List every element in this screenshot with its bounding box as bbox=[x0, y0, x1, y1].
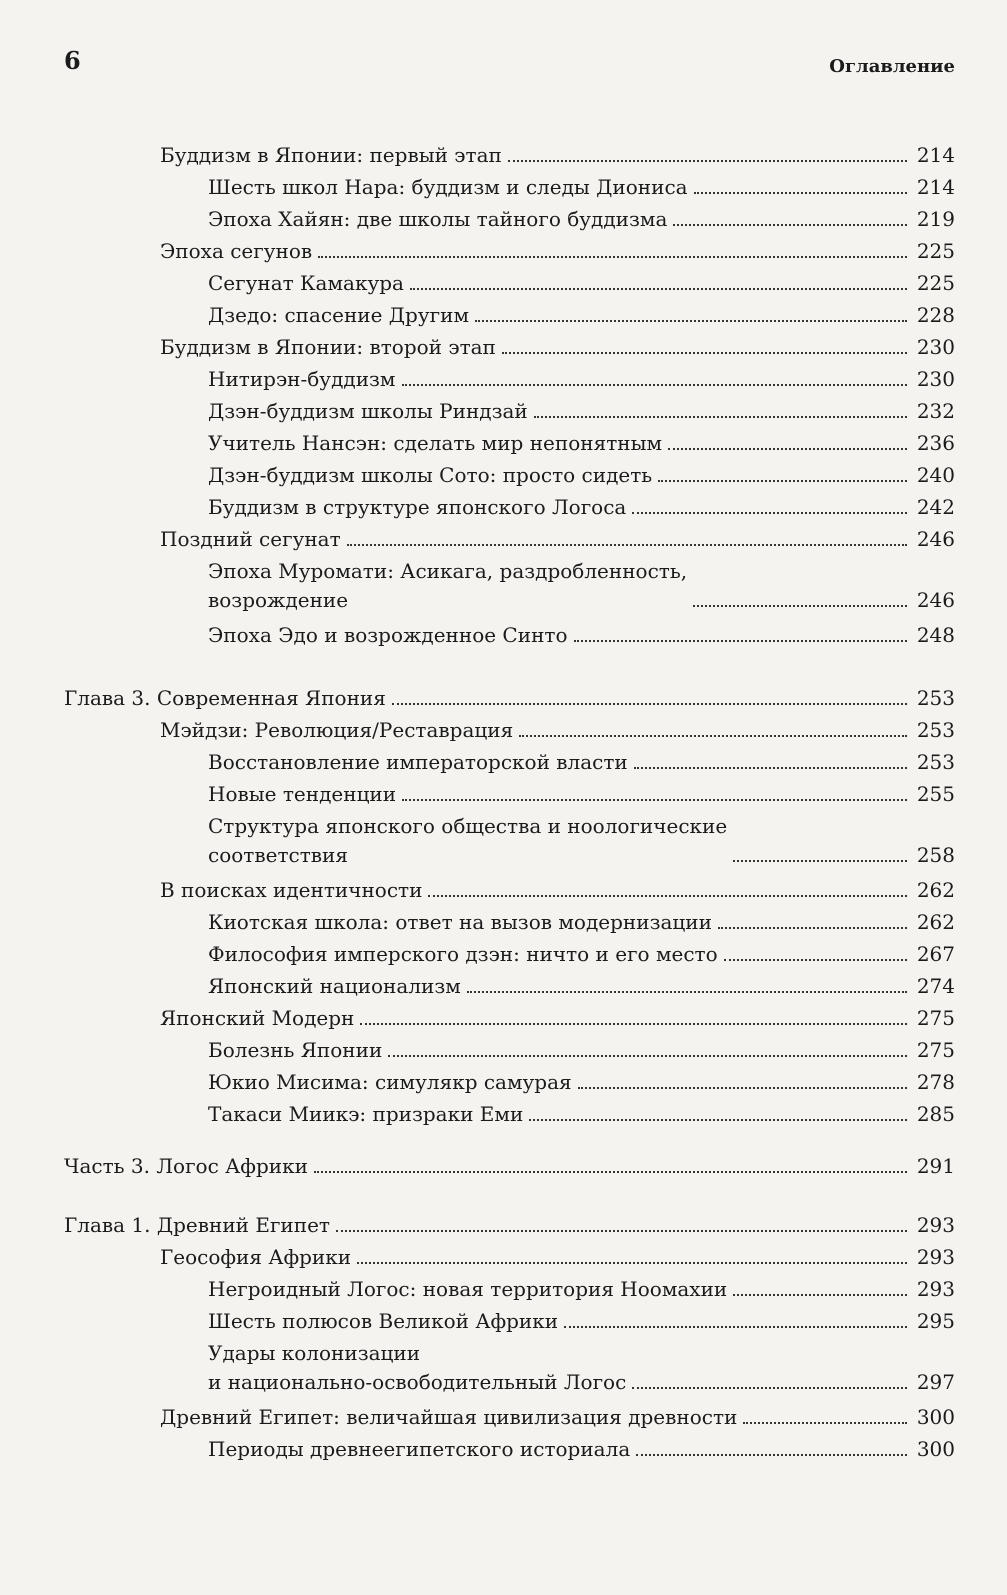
toc-entry-page: 225 bbox=[916, 271, 955, 295]
toc-entry-title-line: Японский Модерн bbox=[160, 1006, 355, 1030]
toc-entry-title-line: Дзедо: спасение Другим bbox=[208, 303, 469, 327]
toc-entry bbox=[0, 1341, 1007, 1409]
toc-entry bbox=[0, 143, 1007, 177]
toc-entry-page: 275 bbox=[916, 1006, 955, 1030]
toc-entry-title bbox=[208, 1309, 558, 1333]
toc-entry-page: 242 bbox=[916, 495, 955, 519]
toc-entry-title bbox=[160, 1405, 737, 1429]
dot-leader bbox=[529, 1119, 907, 1121]
toc-entry-title bbox=[208, 1277, 727, 1301]
toc-entry-leader-row bbox=[382, 1038, 955, 1068]
toc-entry-leader-row bbox=[422, 878, 955, 908]
toc-entry-page: 295 bbox=[916, 1309, 955, 1333]
toc-entry-title bbox=[208, 1341, 626, 1394]
toc-entry bbox=[0, 303, 1007, 337]
toc-entry-leader-row bbox=[688, 175, 955, 205]
toc-entry-title-line: Такаси Миикэ: призраки Еми bbox=[208, 1102, 524, 1126]
toc-entry-title bbox=[160, 335, 496, 359]
toc-entry bbox=[0, 623, 1007, 657]
dot-leader bbox=[502, 352, 907, 354]
toc-entry-page: 293 bbox=[916, 1213, 955, 1237]
toc-entry-leader-row bbox=[630, 1437, 955, 1467]
toc-entry-title-line: Эпоха Муромати: Асикага, раздробленность, bbox=[208, 559, 688, 583]
toc-entry-page: 267 bbox=[916, 942, 955, 966]
toc-entry-title-line: Нитирэн-буддизм bbox=[208, 367, 396, 391]
dot-leader bbox=[519, 735, 907, 737]
toc-entry-title bbox=[208, 495, 626, 519]
toc-entry bbox=[0, 750, 1007, 784]
toc-entry-title bbox=[160, 143, 502, 167]
toc-entry-title-line: Буддизм в структуре японского Логоса bbox=[208, 495, 627, 519]
dot-leader bbox=[733, 860, 907, 862]
toc-entry-leader-row bbox=[354, 1006, 955, 1036]
toc-entry-title bbox=[208, 910, 712, 934]
dot-leader bbox=[632, 512, 907, 514]
toc-entry bbox=[0, 527, 1007, 561]
toc-entry-title bbox=[208, 303, 469, 327]
dot-leader bbox=[314, 1171, 907, 1173]
dot-leader bbox=[357, 1262, 907, 1264]
toc-entry-leader-row bbox=[626, 495, 955, 525]
toc-entry-title bbox=[64, 1213, 330, 1237]
toc-entry-title-line: Часть 3. Логос Африки bbox=[64, 1154, 308, 1178]
toc-entry-leader-row bbox=[737, 1405, 955, 1435]
dot-leader bbox=[634, 767, 907, 769]
toc-entry-title bbox=[208, 974, 461, 998]
toc-entry-title bbox=[208, 271, 404, 295]
toc-entry-title-line: Юкио Мисима: симулякр самурая bbox=[208, 1070, 572, 1094]
toc-entry-leader-row bbox=[386, 686, 955, 716]
toc-entry bbox=[0, 718, 1007, 752]
toc-entry-title bbox=[160, 878, 422, 902]
toc-entry-title-line: Древний Египет: величайшая цивилизация древности bbox=[160, 1405, 738, 1429]
toc-entry-page: 291 bbox=[916, 1154, 955, 1178]
dot-leader bbox=[743, 1422, 907, 1424]
toc-entry-leader-row bbox=[469, 303, 955, 333]
dot-leader bbox=[392, 703, 907, 705]
dot-leader bbox=[673, 224, 907, 226]
toc-entry-title-line: Структура японского общества и ноологические bbox=[208, 814, 728, 838]
toc-entry-leader-row bbox=[513, 718, 955, 748]
toc-entry-leader-row bbox=[712, 910, 955, 940]
toc-entry-page: 248 bbox=[916, 623, 955, 647]
toc-entry bbox=[0, 559, 1007, 627]
toc-entry-page: 300 bbox=[916, 1437, 955, 1461]
toc-entry bbox=[0, 431, 1007, 465]
toc-entry-leader-row bbox=[404, 271, 955, 301]
page-number: 6 bbox=[64, 46, 81, 75]
toc-entry-title-line: Негроидный Логос: новая территория Ноомахии bbox=[208, 1277, 728, 1301]
dot-leader bbox=[718, 927, 907, 929]
toc-entry-leader-row bbox=[652, 463, 955, 493]
toc-entry-page: 230 bbox=[916, 335, 955, 359]
toc-entry-title bbox=[64, 686, 386, 710]
toc-entry-title-line: Эпоха Эдо и возрожденное Синто bbox=[208, 623, 568, 647]
toc-entry bbox=[0, 1038, 1007, 1072]
dot-leader bbox=[534, 416, 907, 418]
dot-leader bbox=[632, 1387, 907, 1389]
running-header: Оглавление bbox=[829, 56, 955, 77]
toc-entry-leader-row bbox=[727, 1277, 955, 1307]
toc-entry-page: 246 bbox=[916, 588, 955, 612]
toc-entry bbox=[0, 175, 1007, 209]
toc-entry-title bbox=[160, 1006, 354, 1030]
toc-entry-title bbox=[208, 431, 662, 455]
toc-entry-leader-row bbox=[572, 1070, 955, 1100]
toc-entry-page: 274 bbox=[916, 974, 955, 998]
toc-entry-title bbox=[208, 463, 652, 487]
toc-entry bbox=[0, 1070, 1007, 1104]
toc-entry-leader-row bbox=[461, 974, 955, 1004]
toc-entry-title-line: Глава 3. Современная Япония bbox=[64, 686, 386, 710]
toc-entry-page: 285 bbox=[916, 1102, 955, 1126]
toc-entry-page: 214 bbox=[916, 143, 955, 167]
toc-entry-title bbox=[208, 942, 718, 966]
toc-entry-title bbox=[160, 718, 513, 742]
toc-entry-page: 262 bbox=[916, 878, 955, 902]
toc-entry bbox=[0, 782, 1007, 816]
toc-entry-leader-row bbox=[312, 239, 955, 269]
toc-entry-title-line: Учитель Нансэн: сделать мир непонятным bbox=[208, 431, 663, 455]
dot-leader bbox=[733, 1294, 907, 1296]
toc-entry-page: 258 bbox=[916, 843, 955, 867]
toc-entry-page: 240 bbox=[916, 463, 955, 487]
dot-leader bbox=[347, 544, 907, 546]
toc-entry-title-line: Философия имперского дзэн: ничто и его место bbox=[208, 942, 718, 966]
toc-entry bbox=[0, 495, 1007, 529]
toc-entry-title-line: Глава 1. Древний Египет bbox=[64, 1213, 330, 1237]
toc-entry bbox=[0, 367, 1007, 401]
toc-entry bbox=[0, 207, 1007, 241]
toc-entry-leader-row bbox=[308, 1154, 955, 1184]
toc-entry bbox=[0, 814, 1007, 882]
toc-entry-title bbox=[160, 239, 312, 263]
toc-entry-title bbox=[208, 1038, 382, 1062]
toc-entry bbox=[0, 399, 1007, 433]
dot-leader bbox=[428, 895, 907, 897]
dot-leader bbox=[574, 640, 907, 642]
dot-leader bbox=[467, 991, 907, 993]
toc-entry-page: 255 bbox=[916, 782, 955, 806]
dot-leader bbox=[402, 799, 907, 801]
toc-entry-page: 228 bbox=[916, 303, 955, 327]
toc-entry-leader-row bbox=[528, 399, 955, 429]
toc-entry bbox=[0, 1309, 1007, 1343]
toc-entry-page: 219 bbox=[916, 207, 955, 231]
dot-leader bbox=[336, 1230, 907, 1232]
toc-entry-title-line: Дзэн-буддизм школы Риндзай bbox=[208, 399, 528, 423]
toc-entry bbox=[0, 910, 1007, 944]
toc-entry-leader-row bbox=[523, 1102, 955, 1132]
toc-entry-title-line: Периоды древнеегипетского историала bbox=[208, 1437, 631, 1461]
toc-entry-title-line: Поздний сегунат bbox=[160, 527, 341, 551]
dot-leader bbox=[694, 192, 907, 194]
dot-leader bbox=[360, 1023, 907, 1025]
toc-entry-title bbox=[208, 175, 688, 199]
toc-entry-leader-row bbox=[667, 207, 955, 237]
toc-entry-title-line: Геософия Африки bbox=[160, 1245, 352, 1269]
dot-leader bbox=[724, 959, 907, 961]
toc-entry-page: 246 bbox=[916, 527, 955, 551]
toc-entry-page: 236 bbox=[916, 431, 955, 455]
toc-entry-page: 253 bbox=[916, 750, 955, 774]
toc-entry bbox=[0, 1006, 1007, 1040]
toc-entry-title-line: Шесть полюсов Великой Африки bbox=[208, 1309, 559, 1333]
toc-entry-title-line: Эпоха Хайян: две школы тайного буддизма bbox=[208, 207, 668, 231]
toc-entry-title bbox=[64, 1154, 308, 1178]
toc-entry-page: 230 bbox=[916, 367, 955, 391]
toc-entry-title-line2: соответствия bbox=[208, 843, 348, 867]
toc-entry-title bbox=[208, 399, 528, 423]
toc-entry-title bbox=[208, 367, 396, 391]
toc-entry-leader-row bbox=[626, 1370, 955, 1400]
dot-leader bbox=[578, 1087, 907, 1089]
dot-leader bbox=[410, 288, 907, 290]
toc-entry bbox=[0, 335, 1007, 369]
toc-entry bbox=[0, 1437, 1007, 1471]
toc-entry-title bbox=[208, 559, 687, 612]
toc-entry-title-line2: возрождение bbox=[208, 588, 349, 612]
dot-leader bbox=[693, 605, 907, 607]
toc-entry-title-line: Буддизм в Японии: первый этап bbox=[160, 143, 502, 167]
toc-entry-title-line: Удары колонизации bbox=[208, 1341, 421, 1365]
toc-entry-title bbox=[208, 750, 628, 774]
toc-entry-page: 253 bbox=[916, 686, 955, 710]
toc-entry bbox=[0, 878, 1007, 912]
toc-entry-leader-row bbox=[687, 588, 955, 618]
toc-entry-title bbox=[208, 1070, 572, 1094]
dot-leader bbox=[636, 1454, 907, 1456]
toc-entry-title-line: Киотская школа: ответ на вызов модернизации bbox=[208, 910, 712, 934]
toc-entry-page: 253 bbox=[916, 718, 955, 742]
toc-entry bbox=[0, 239, 1007, 273]
toc-entry bbox=[0, 1102, 1007, 1136]
toc-entry-title-line: Японский национализм bbox=[208, 974, 461, 998]
toc-entry-page: 225 bbox=[916, 239, 955, 263]
dot-leader bbox=[475, 320, 907, 322]
toc-entry bbox=[0, 1154, 1007, 1188]
toc-entry-title bbox=[208, 814, 727, 867]
toc-entry-title-line: Восстановление императорской власти bbox=[208, 750, 628, 774]
toc-entry-leader-row bbox=[330, 1213, 955, 1243]
toc-entry-title bbox=[208, 623, 568, 647]
toc-entry-title bbox=[160, 1245, 351, 1269]
toc-entry-title-line: Дзэн-буддизм школы Сото: просто сидеть bbox=[208, 463, 653, 487]
toc-entry-page: 262 bbox=[916, 910, 955, 934]
toc-entry-title bbox=[160, 527, 341, 551]
dot-leader bbox=[318, 256, 907, 258]
toc-entry-leader-row bbox=[341, 527, 955, 557]
toc-entry-page: 275 bbox=[916, 1038, 955, 1062]
toc-entry-page: 278 bbox=[916, 1070, 955, 1094]
toc-entry-leader-row bbox=[568, 623, 955, 653]
toc-entry-page: 300 bbox=[916, 1405, 955, 1429]
toc-entry-title-line: Шесть школ Нара: буддизм и следы Диониса bbox=[208, 175, 688, 199]
dot-leader bbox=[658, 480, 907, 482]
toc-entry-leader-row bbox=[727, 843, 955, 873]
dot-leader bbox=[388, 1055, 907, 1057]
toc-entry-leader-row bbox=[396, 367, 956, 397]
toc-entry bbox=[0, 1277, 1007, 1311]
toc-entry-page: 297 bbox=[916, 1370, 955, 1394]
toc-entry bbox=[0, 271, 1007, 305]
dot-leader bbox=[402, 384, 908, 386]
dot-leader bbox=[508, 160, 907, 162]
toc-entry bbox=[0, 974, 1007, 1008]
toc-entry bbox=[0, 942, 1007, 976]
toc-entry bbox=[0, 1245, 1007, 1279]
dot-leader bbox=[668, 448, 907, 450]
toc-entry-leader-row bbox=[496, 335, 955, 365]
toc-entry-page: 293 bbox=[916, 1245, 955, 1269]
toc-entry bbox=[0, 463, 1007, 497]
toc-entry bbox=[0, 1405, 1007, 1439]
toc-entry-title-line: Мэйдзи: Революция/Реставрация bbox=[160, 718, 514, 742]
toc-entry-title bbox=[208, 1437, 630, 1461]
toc-entry-title-line2: и национально-освободительный Логос bbox=[208, 1370, 627, 1394]
toc-entry-leader-row bbox=[718, 942, 955, 972]
toc-entry-leader-row bbox=[502, 143, 955, 173]
toc-entry-page: 214 bbox=[916, 175, 955, 199]
toc-entry bbox=[0, 686, 1007, 720]
toc-entry-title bbox=[208, 207, 667, 231]
dot-leader bbox=[564, 1326, 907, 1328]
toc-entry-title bbox=[208, 1102, 523, 1126]
toc-entry-title-line: Новые тенденции bbox=[208, 782, 397, 806]
toc-entry-page: 293 bbox=[916, 1277, 955, 1301]
toc-entry-title-line: Болезнь Японии bbox=[208, 1038, 383, 1062]
toc-entry-leader-row bbox=[351, 1245, 955, 1275]
toc-entry-leader-row bbox=[628, 750, 955, 780]
toc-entry-title-line: Буддизм в Японии: второй этап bbox=[160, 335, 496, 359]
toc-entry-page: 232 bbox=[916, 399, 955, 423]
toc-entry-leader-row bbox=[662, 431, 955, 461]
toc-entry-title-line: Эпоха сегунов bbox=[160, 239, 313, 263]
toc-entry-title bbox=[208, 782, 396, 806]
toc-entry-leader-row bbox=[558, 1309, 955, 1339]
toc-entry-leader-row bbox=[396, 782, 955, 812]
toc-entry-title-line: В поисках идентичности bbox=[160, 878, 423, 902]
toc-entry-title-line: Сегунат Камакура bbox=[208, 271, 404, 295]
toc-entry bbox=[0, 1213, 1007, 1247]
